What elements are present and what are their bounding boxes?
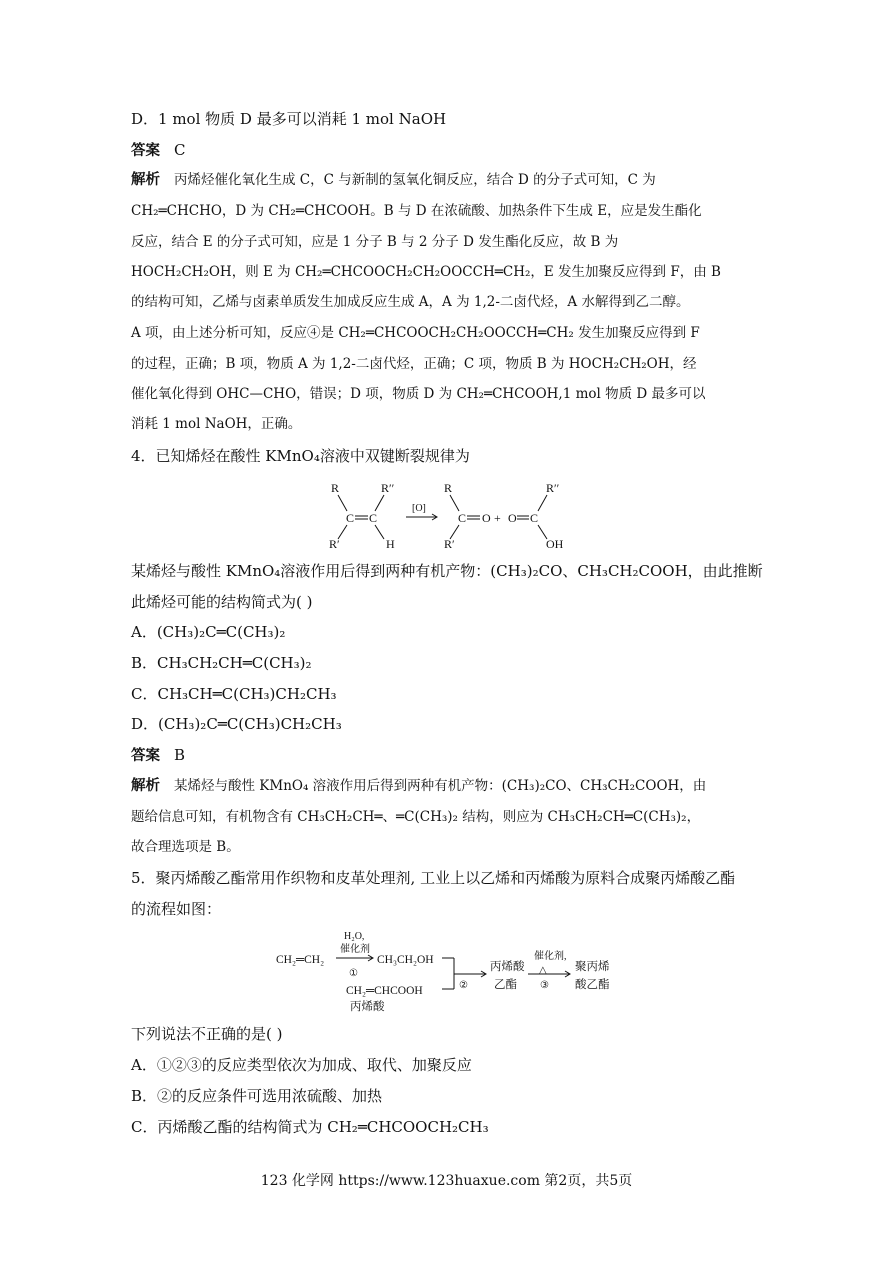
bond-line [538,495,547,511]
scheme-c1: C [346,511,355,525]
scheme-product-o2: O [508,511,517,525]
analysis-label: 解析 [131,778,160,794]
scheme-r2: R′′ [381,481,395,495]
page-footer: 123 化学网 https://www.123huaxue.com 第2页，共5页 [260,1173,633,1189]
q4-answer [131,745,185,766]
answer-value: C [174,141,186,159]
bond-line [338,525,347,539]
flow-ester-line2: 乙酯 [494,979,517,991]
q5-option-a: A．①②③的反应类型依次为加成、取代、加聚反应 [131,1056,472,1074]
synthesis-flow-diagram [272,928,622,1018]
q3-analysis-line: CH₂═CHCHO，D 为 CH₂═CHCOOH。B 与 D 在浓硫酸、加热条件下生成 E，应是发生酯化 [131,203,702,219]
flow-ester-line1: 丙烯酸 [490,961,525,973]
q5-question: 下列说法不正确的是( ) [131,1025,283,1043]
scheme-c2: C [369,511,378,525]
flow-ethylene: CH₂═CH₂ [276,954,325,966]
q3-analysis-line: 消耗 1 mol NaOH，正确。 [131,416,302,432]
q3-option-d: D．1 mol 物质 D 最多可以消耗 1 mol NaOH [131,110,447,128]
q4-stem: 4．已知烯烃在酸性 KMnO₄溶液中双键断裂规律为 [131,447,470,465]
q5-option-b: B．②的反应条件可选用浓硫酸、加热 [131,1087,383,1105]
scheme-product-c2: C [530,511,539,525]
flow-acrylic-acid-name: 丙烯酸 [350,1001,385,1013]
scheme-h: H [386,537,395,551]
q4-analysis-line: 故合理选项是 B。 [131,839,240,855]
scheme-product-oh: OH [546,537,564,551]
q4-analysis-line: 解析 某烯烃与酸性 KMnO₄ 溶液作用后得到两种有机产物：(CH₃)₂CO、CH₃CH₂COOH，由 [131,778,707,794]
answer-value: B [174,746,186,764]
q3-analysis-line: 的结构可知，乙烯与卤素单质发生加成反应生成 A，A 为 1,2-二卤代烃，A 水解得到乙二醇。 [131,294,690,310]
scheme-plus: + [494,511,501,525]
scheme-product-o1: O [482,511,491,525]
answer-label: 答案 [131,143,160,159]
bond-line [450,495,459,511]
flow-catalyst-1: 催化剂 [340,944,370,955]
flow-catalyst-3: 催化剂, [534,951,567,962]
bond-line [375,525,384,539]
q3-analysis-line: HOCH₂CH₂OH，则 E 为 CH₂═CHCOOCH₂CH₂OOCCH═CH₂，E 发生加聚反应得到 F，由 B [131,264,721,280]
q4-analysis-line: 题给信息可知，有机物含有 CH₃CH₂CH═、═C(CH₃)₂ 结构，则应为 CH₃CH₂CH═C(CH₃)₂， [131,809,701,825]
q3-analysis-line: A 项，由上述分析可知，反应④是 CH₂═CHCOOCH₂CH₂OOCCH═CH₂ 发生加聚反应得到 F [131,325,700,341]
scheme-product-r1: R′ [444,537,455,551]
bond-line [538,525,547,539]
flow-heat-symbol: △ [539,965,547,976]
scheme-product-r: R [444,481,453,495]
scheme-r: R [331,481,340,495]
q3-answer [131,140,185,161]
flow-step-3: ③ [540,980,549,991]
flow-polymer-line1: 聚丙烯 [575,961,610,973]
flow-step-2: ② [459,980,468,991]
q4-option-b: B．CH₃CH₂CH═C(CH₃)₂ [131,654,312,672]
q5-option-c: C．丙烯酸乙酯的结构简式为 CH₂═CHCOOCH₂CH₃ [131,1118,489,1136]
analysis-label: 解析 [131,172,160,188]
scheme-r1: R′ [329,537,340,551]
flow-acrylic-acid-formula: CH₂═CHCOOH [346,985,423,997]
scheme-condition: [O] [412,503,426,514]
q4-option-c: C．CH₃CH═C(CH₃)CH₂CH₃ [131,685,337,703]
flow-polymer-line2: 酸乙酯 [575,979,610,991]
bond-line [338,495,347,511]
bond-line [375,495,384,511]
flow-step-1: ① [349,968,358,979]
q3-analysis-line: 解析 丙烯烃催化氧化生成 C，C 与新制的氢氧化铜反应，结合 D 的分子式可知，C 为 [131,172,656,188]
q4-option-a: A．(CH₃)₂C═C(CH₃)₂ [131,623,286,641]
q5-stem-line: 5．聚丙烯酸乙酯常用作织物和皮革处理剂, 工业上以乙烯和丙烯酸为原料合成聚丙烯酸乙酯 [131,869,736,887]
flow-reagent-water: H₂O, [344,931,365,942]
q4-question-line: 某烯烃与酸性 KMnO₄溶液作用后得到两种有机产物：(CH₃)₂CO、CH₃CH₂COOH，由此推断 [131,562,763,580]
scheme-product-c1: C [458,511,467,525]
flow-ethanol: CH₃CH₂OH [377,954,434,966]
answer-label: 答案 [131,748,160,764]
oxidation-cleavage-scheme [320,477,580,555]
q3-analysis-line: 催化氧化得到 OHC—CHO，错误；D 项，物质 D 为 CH₂═CHCOOH,1 mol 物质 D 最多可以 [131,386,706,402]
q5-stem-line: 的流程如图： [131,900,222,918]
q3-analysis-line: 的过程，正确；B 项，物质 A 为 1,2-二卤代烃，正确；C 项，物质 B 为 HOCH₂CH₂OH，经 [131,356,697,372]
q4-option-d: D．(CH₃)₂C═C(CH₃)CH₂CH₃ [131,715,342,733]
scheme-product-r2: R′′ [546,481,560,495]
q4-question-line: 此烯烃可能的结构简式为( ) [131,593,313,611]
q3-analysis-line: 反应，结合 E 的分子式可知，应是 1 分子 B 与 2 分子 D 发生酯化反应，故 B 为 [131,234,619,250]
